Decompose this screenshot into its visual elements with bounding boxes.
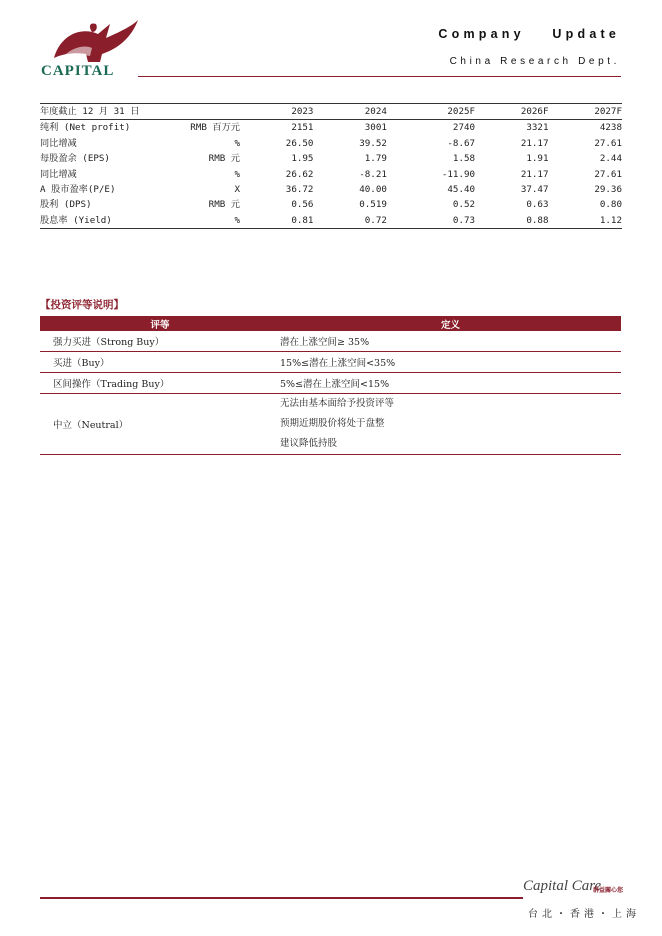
table-cell: 0.52	[452, 199, 476, 211]
rating-name: 强力买进（Strong Buy）	[40, 331, 280, 352]
row-unit: X	[234, 184, 240, 196]
table-cell: 21.17	[520, 137, 549, 149]
table-cell: 0.63	[526, 199, 549, 211]
table-cell: -11.90	[441, 168, 476, 180]
table-row	[40, 151, 622, 166]
row-unit: %	[234, 137, 240, 149]
table-cell: 39.52	[359, 137, 387, 149]
table-cell: 36.72	[285, 184, 314, 196]
table-cell: -8.67	[447, 137, 476, 149]
row-label: A 股市盈率(P/E)	[40, 184, 116, 196]
table-cell: 1.58	[452, 153, 476, 165]
row-label: 同比增减	[40, 137, 77, 149]
table-cell: 0.56	[291, 199, 314, 211]
year-header: 2027F	[549, 104, 623, 120]
rating-row	[40, 331, 621, 352]
logo-wordmark: CAPITAL	[41, 63, 115, 79]
rating-row	[40, 373, 621, 394]
year-header: 2024	[313, 104, 386, 120]
table-cell: 0.519	[359, 199, 387, 211]
table-cell: 26.62	[285, 168, 314, 180]
year-header: 2025F	[387, 104, 475, 120]
rating-definition: 潜在上涨空间≥ 35%	[280, 331, 621, 352]
table-row	[40, 120, 622, 136]
rating-definition-group	[280, 394, 621, 455]
department-subtitle: China Research Dept.	[449, 56, 620, 67]
table-row	[40, 213, 622, 229]
row-unit: RMB 元	[208, 153, 240, 165]
table-cell: 37.47	[520, 184, 549, 196]
rating-name: 中立（Neutral）	[40, 394, 280, 455]
table-cell: 2740	[452, 122, 476, 134]
footer-cities: 台北・香港・上海	[528, 909, 640, 920]
row-label: 同比增减	[40, 168, 77, 180]
table-cell: 1.95	[291, 153, 314, 165]
row-unit: %	[234, 168, 240, 180]
table-cell: 21.17	[520, 168, 549, 180]
table-row	[40, 167, 622, 182]
rating-definition: 5%≤潜在上涨空间<15%	[280, 373, 621, 394]
table-cell: 1.12	[549, 213, 623, 229]
table-cell: 0.81	[240, 213, 313, 229]
table-cell: 1.91	[526, 153, 549, 165]
rating-definition: 15%≤潜在上涨空间<35%	[280, 352, 621, 373]
table-cell: 2.44	[599, 153, 622, 165]
rating-header-row	[40, 316, 621, 331]
header-divider	[138, 76, 621, 77]
table-cell: 0.88	[475, 213, 548, 229]
table-row	[40, 136, 622, 151]
rating-definition: 无法由基本面给予投资评等	[280, 398, 395, 409]
table-cell: 0.72	[313, 213, 386, 229]
row-unit: RMB 百万元	[190, 122, 240, 134]
table-row	[40, 182, 622, 197]
table-cell: 2151	[291, 122, 314, 134]
table-row	[40, 197, 622, 212]
table-cell: 1.79	[364, 153, 387, 165]
definition-column-header: 定义	[280, 316, 621, 331]
year-header: 2026F	[475, 104, 548, 120]
rating-name: 区间操作（Trading Buy）	[40, 373, 280, 394]
table-cell: 40.00	[359, 184, 387, 196]
row-label: 股利 (DPS)	[40, 199, 92, 211]
rating-legend-title: 【投资评等说明】	[40, 299, 124, 311]
table-cell: 27.61	[594, 137, 622, 149]
row-label: 每股盈余 (EPS)	[40, 153, 110, 165]
rating-name: 买进（Buy）	[40, 352, 280, 373]
footer-divider	[40, 897, 523, 899]
financial-summary-table	[40, 103, 622, 229]
row-label: 纯利 (Net profit)	[40, 122, 131, 134]
table-cell: 0.80	[599, 199, 622, 211]
table-cell: 3321	[526, 122, 549, 134]
report-type-title: Company Update	[438, 27, 620, 41]
rating-definition-table	[40, 316, 621, 455]
table-cell: 45.40	[447, 184, 476, 196]
table-cell: 0.73	[387, 213, 475, 229]
rating-definition: 预期近期股价将处于盘整	[280, 418, 385, 429]
header-label: 年度截止 12 月 31 日	[40, 104, 160, 120]
row-label: 股息率 (Yield)	[40, 213, 160, 229]
rating-definition: 建议降低持股	[280, 438, 338, 449]
table-cell: 29.36	[594, 184, 622, 196]
year-header: 2023	[240, 104, 313, 120]
table-header-row	[40, 104, 622, 120]
table-cell: 3001	[364, 122, 387, 134]
table-cell: -8.21	[359, 168, 387, 180]
table-cell: 26.50	[285, 137, 314, 149]
rating-row	[40, 394, 621, 455]
header-unit	[160, 104, 240, 120]
footer-brand: Capital Care	[523, 878, 602, 894]
footer-brand-cn: 群益關心您	[593, 887, 624, 894]
rating-column-header: 评等	[40, 316, 280, 331]
rating-row	[40, 352, 621, 373]
row-unit: %	[160, 213, 240, 229]
table-cell: 27.61	[594, 168, 622, 180]
table-cell: 4238	[599, 122, 622, 134]
row-unit: RMB 元	[208, 199, 240, 211]
